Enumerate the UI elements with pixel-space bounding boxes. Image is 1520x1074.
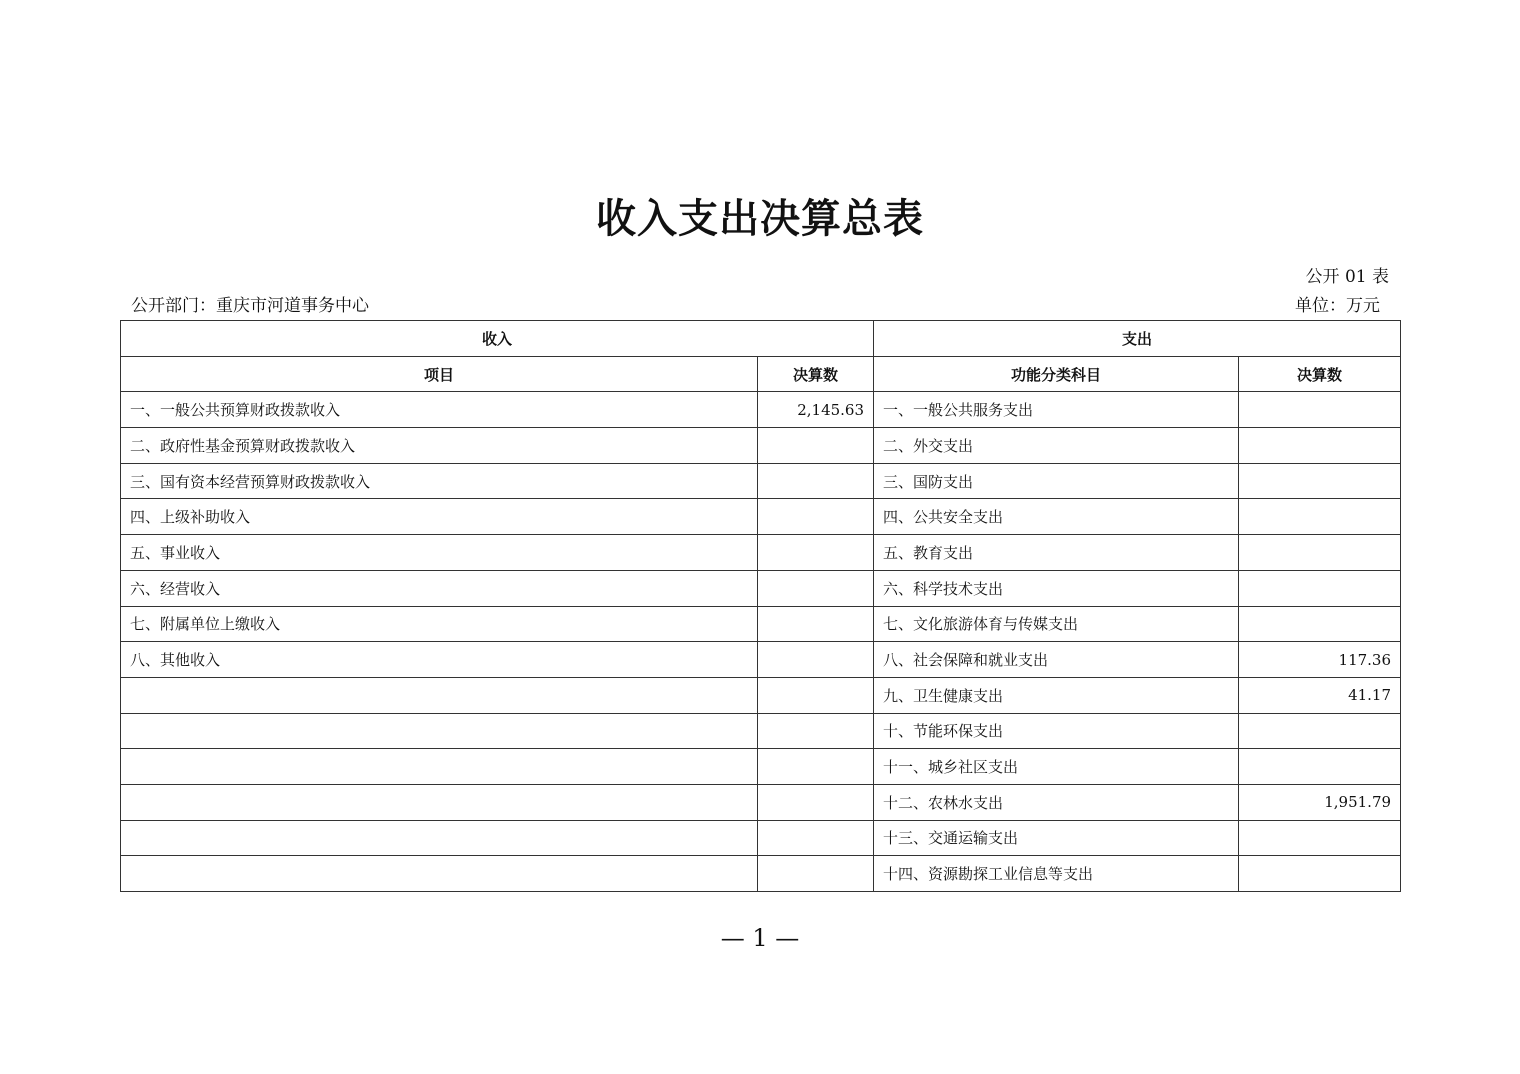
income-amount-cell <box>758 677 874 713</box>
expense-amount-cell <box>1239 428 1401 464</box>
income-amount-cell <box>758 428 874 464</box>
expense-item-cell: 七、文化旅游体育与传媒支出 <box>874 606 1239 642</box>
table-row <box>121 784 1401 820</box>
page-number: — 1 — <box>720 924 800 952</box>
expense-item-cell: 十、节能环保支出 <box>874 713 1239 749</box>
col-function-header: 功能分类科目 <box>874 356 1239 392</box>
income-amount-cell <box>758 570 874 606</box>
department-label: 公开部门：重庆市河道事务中心 <box>131 296 369 316</box>
income-expense-table <box>120 320 1401 892</box>
income-amount-cell <box>758 820 874 856</box>
col-amount-header: 决算数 <box>758 356 874 392</box>
expense-amount-cell <box>1239 820 1401 856</box>
expense-amount-cell <box>1239 856 1401 892</box>
income-amount-cell <box>758 784 874 820</box>
col-item-header: 项目 <box>121 356 758 392</box>
expense-amount-cell: 1,951.79 <box>1239 784 1401 820</box>
expense-item-cell: 四、公共安全支出 <box>874 499 1239 535</box>
income-amount-cell <box>758 642 874 678</box>
expense-item-cell: 二、外交支出 <box>874 428 1239 464</box>
expense-amount-cell <box>1239 535 1401 571</box>
income-item-cell <box>121 784 758 820</box>
table-row <box>121 820 1401 856</box>
column-header-row <box>121 356 1401 392</box>
expense-amount-cell <box>1239 463 1401 499</box>
table-row <box>121 535 1401 571</box>
income-item-cell: 二、政府性基金预算财政拨款收入 <box>121 428 758 464</box>
income-item-cell: 八、其他收入 <box>121 642 758 678</box>
income-amount-cell <box>758 856 874 892</box>
col-amount2-header: 决算数 <box>1239 356 1401 392</box>
income-item-cell: 五、事业收入 <box>121 535 758 571</box>
table-row <box>121 392 1401 428</box>
document-title: 收入支出决算总表 <box>596 195 924 242</box>
income-item-cell: 六、经营收入 <box>121 570 758 606</box>
table-row <box>121 713 1401 749</box>
income-item-cell <box>121 749 758 785</box>
table-row <box>121 677 1401 713</box>
income-amount-cell <box>758 606 874 642</box>
income-item-cell <box>121 856 758 892</box>
income-amount-cell: 2,145.63 <box>758 392 874 428</box>
section-header-row <box>121 321 1401 357</box>
expense-amount-cell <box>1239 606 1401 642</box>
expense-item-cell: 九、卫生健康支出 <box>874 677 1239 713</box>
income-amount-cell <box>758 535 874 571</box>
table-row <box>121 749 1401 785</box>
income-item-cell: 四、上级补助收入 <box>121 499 758 535</box>
table-row <box>121 463 1401 499</box>
expense-item-cell: 十四、资源勘探工业信息等支出 <box>874 856 1239 892</box>
table-row <box>121 499 1401 535</box>
expense-amount-cell <box>1239 570 1401 606</box>
income-amount-cell <box>758 499 874 535</box>
table-row <box>121 856 1401 892</box>
expense-item-cell: 五、教育支出 <box>874 535 1239 571</box>
table-row <box>121 428 1401 464</box>
expense-item-cell: 一、一般公共服务支出 <box>874 392 1239 428</box>
income-item-cell <box>121 713 758 749</box>
income-amount-cell <box>758 463 874 499</box>
table-row <box>121 642 1401 678</box>
expense-amount-cell <box>1239 749 1401 785</box>
expense-item-cell: 八、社会保障和就业支出 <box>874 642 1239 678</box>
expense-amount-cell <box>1239 499 1401 535</box>
unit-label: 单位：万元 <box>1295 296 1380 316</box>
form-number: 公开 01 表 <box>1305 267 1389 287</box>
table-row <box>121 606 1401 642</box>
income-item-cell <box>121 820 758 856</box>
income-item-cell <box>121 677 758 713</box>
expense-amount-cell: 117.36 <box>1239 642 1401 678</box>
income-item-cell: 一、一般公共预算财政拨款收入 <box>121 392 758 428</box>
expense-item-cell: 六、科学技术支出 <box>874 570 1239 606</box>
expense-item-cell: 十三、交通运输支出 <box>874 820 1239 856</box>
income-item-cell: 七、附属单位上缴收入 <box>121 606 758 642</box>
expense-amount-cell: 41.17 <box>1239 677 1401 713</box>
expense-item-cell: 三、国防支出 <box>874 463 1239 499</box>
income-amount-cell <box>758 749 874 785</box>
expense-header: 支出 <box>874 321 1401 357</box>
table-row <box>121 570 1401 606</box>
expense-amount-cell <box>1239 392 1401 428</box>
expense-item-cell: 十二、农林水支出 <box>874 784 1239 820</box>
income-item-cell: 三、国有资本经营预算财政拨款收入 <box>121 463 758 499</box>
expense-item-cell: 十一、城乡社区支出 <box>874 749 1239 785</box>
income-amount-cell <box>758 713 874 749</box>
table-body <box>121 321 1401 892</box>
income-header: 收入 <box>121 321 874 357</box>
expense-amount-cell <box>1239 713 1401 749</box>
